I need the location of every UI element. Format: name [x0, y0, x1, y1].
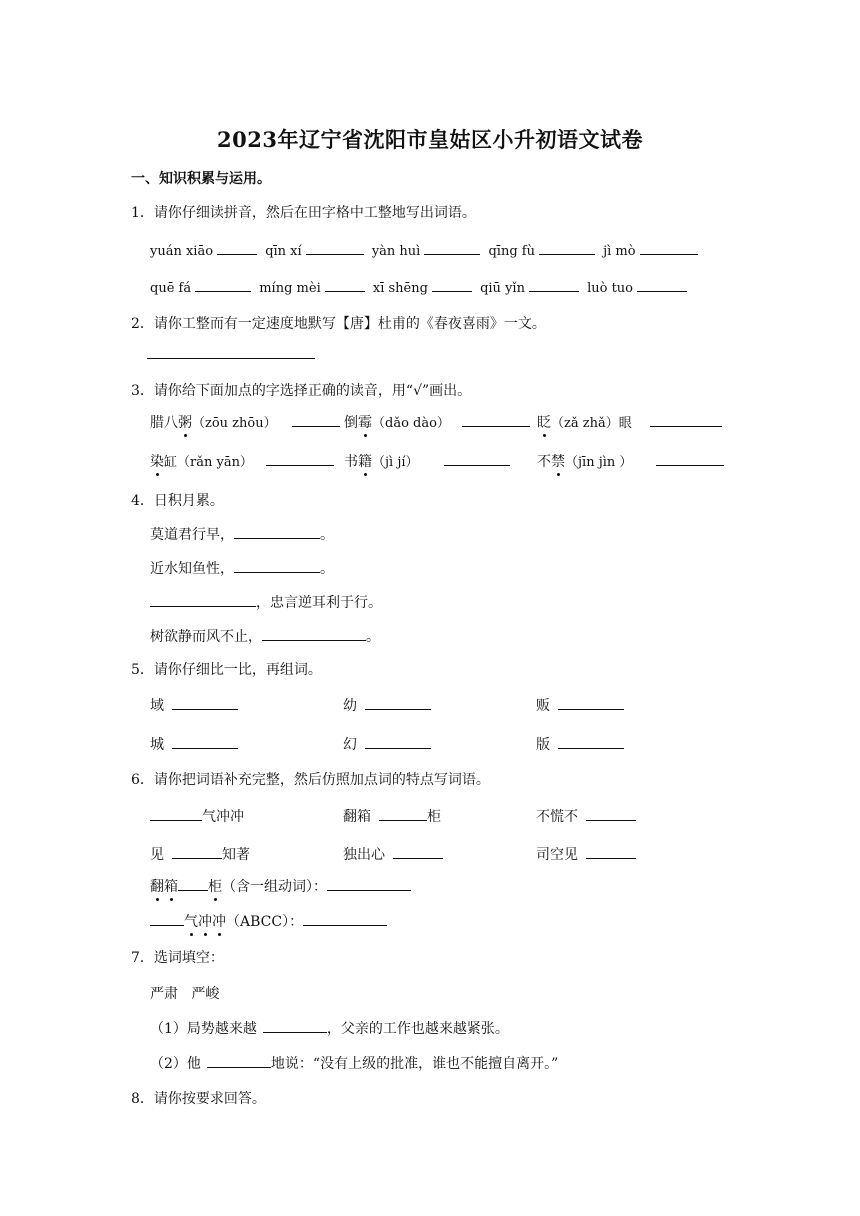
idiom-text: 司空见 — [536, 847, 578, 863]
answer-blank[interactable] — [558, 734, 624, 749]
q3-blank — [440, 451, 514, 470]
answer-blank[interactable] — [586, 844, 636, 859]
item-text: 腊八 — [150, 415, 178, 431]
char: 版 — [536, 737, 550, 753]
answer-blank[interactable] — [379, 806, 427, 821]
q3-item — [344, 451, 419, 471]
dotted-char: 粥 — [178, 412, 192, 432]
answer-blank[interactable] — [325, 277, 365, 292]
answer-blank[interactable] — [444, 451, 510, 466]
idiom-item — [536, 806, 640, 826]
dotted-char: 冲 — [198, 911, 212, 931]
answer-blank[interactable] — [432, 277, 472, 292]
dotted-char: 冲 — [212, 911, 226, 931]
pinyin: míng mèi — [259, 281, 321, 296]
item-pinyin: （dǎo dào） — [372, 416, 450, 431]
verse-line — [150, 626, 380, 646]
word-pair — [343, 695, 435, 715]
idiom-text: 柜 — [427, 809, 441, 825]
sentence-text: （2）他 — [150, 1056, 201, 1072]
answer-blank[interactable] — [234, 558, 320, 573]
page-title: 2023年辽宁省沈阳市皇姑区小升初语文试卷 — [217, 127, 643, 152]
idiom-item — [343, 806, 441, 826]
q3-blank — [262, 451, 338, 470]
word-choices: 严肃 严峻 — [150, 986, 220, 1002]
answer-blank[interactable] — [262, 626, 366, 641]
pinyin-row-1 — [150, 240, 702, 259]
pinyin: qīng fù — [488, 244, 535, 259]
answer-blank[interactable] — [306, 240, 364, 255]
dotted-char: 箱 — [164, 876, 178, 896]
word-pair — [343, 734, 435, 754]
item-text: 不 — [537, 454, 551, 470]
answer-blank[interactable] — [365, 734, 431, 749]
answer-blank[interactable] — [172, 734, 238, 749]
fill-sentence-2 — [150, 1053, 558, 1073]
punct: 。 — [366, 629, 380, 645]
answer-blank[interactable] — [656, 451, 724, 466]
q3-blank — [646, 412, 726, 431]
dotted-char: 禁 — [551, 451, 565, 471]
question-6-prompt: 6．请你把词语补充完整，然后仿照加点词的特点写词语。 — [131, 772, 490, 788]
verse-text: ，忠言逆耳利于行。 — [256, 595, 382, 611]
answer-blank[interactable] — [327, 876, 411, 891]
pinyin: quē fá — [150, 281, 192, 296]
char: 域 — [150, 698, 164, 714]
item-pinyin: （jì jí） — [372, 455, 419, 470]
idiom-text: 不慌不 — [536, 809, 578, 825]
answer-blank[interactable] — [539, 240, 595, 255]
sentence-text: 地说：“没有上级的批准，谁也不能擅自离开。” — [270, 1056, 559, 1072]
q3-item — [537, 451, 632, 471]
answer-blank[interactable] — [150, 911, 184, 926]
q3-blank — [288, 412, 344, 431]
word-pair — [150, 695, 242, 715]
imitate-line-1 — [150, 876, 411, 896]
q3-blank — [458, 412, 534, 431]
pinyin: yuán xiāo — [150, 244, 214, 259]
item-pinyin: （zōu zhōu） — [192, 416, 277, 431]
dotted-char: 籍 — [358, 451, 372, 471]
dotted-char: 翻 — [150, 876, 164, 896]
hint-text: （含一组动词）： — [222, 879, 327, 895]
q3-blank — [652, 451, 728, 470]
idiom-text: 气冲冲 — [202, 809, 244, 825]
pinyin: luò tuo — [587, 281, 633, 296]
question-7-prompt: 7．选词填空： — [131, 950, 224, 966]
answer-blank[interactable] — [150, 592, 256, 607]
idiom-text: 翻箱 — [343, 809, 371, 825]
verse-text: 近水知鱼性， — [150, 561, 234, 577]
punct: 。 — [320, 527, 334, 543]
question-2-prompt: 2．请你工整而有一定速度地默写【唐】杜甫的《春夜喜雨》一文。 — [131, 316, 546, 332]
dotted-char: 眨 — [537, 412, 551, 432]
answer-blank[interactable] — [150, 806, 202, 821]
punct: 。 — [320, 561, 334, 577]
dotted-char: 霉 — [358, 412, 372, 432]
question-3-prompt: 3．请你给下面加点的字选择正确的读音，用“√”画出。 — [131, 383, 472, 399]
idiom-item — [536, 844, 640, 864]
answer-blank[interactable] — [266, 451, 334, 466]
pinyin-row-2 — [150, 277, 691, 296]
pinyin: jì mò — [603, 244, 636, 259]
q3-item — [537, 412, 632, 432]
word-pair — [536, 695, 628, 715]
answer-blank[interactable] — [178, 876, 208, 891]
pinyin: xī shēng — [372, 281, 428, 296]
idiom-text: 知著 — [222, 847, 250, 863]
answer-blank[interactable] — [462, 412, 530, 427]
verse-line — [150, 592, 382, 612]
q3-item — [150, 451, 253, 471]
sentence-text: ，父亲的工作也越来越紧张。 — [326, 1021, 509, 1037]
item-pinyin: （zǎ zhǎ）眼 — [551, 416, 632, 431]
answer-blank[interactable] — [558, 695, 624, 710]
answer-blank[interactable] — [172, 844, 222, 859]
question-5-prompt: 5．请你仔细比一比，再组词。 — [131, 662, 322, 678]
answer-blank[interactable] — [650, 412, 722, 427]
answer-blank[interactable] — [207, 1053, 271, 1068]
q2-answer-line — [147, 344, 315, 363]
answer-blank[interactable] — [393, 844, 443, 859]
char: 城 — [150, 737, 164, 753]
pinyin: yàn huì — [371, 244, 421, 259]
answer-blank[interactable] — [217, 240, 257, 255]
pinyin: qiū yǐn — [480, 281, 525, 296]
question-4-prompt: 4．日积月累。 — [131, 493, 224, 509]
dotted-char: 染 — [150, 451, 164, 471]
word-pair — [150, 734, 242, 754]
answer-blank[interactable] — [234, 524, 320, 539]
item-text: 书 — [344, 454, 358, 470]
dotted-char: 气 — [184, 911, 198, 931]
question-1-prompt: 1．请你仔细读拼音，然后在田字格中工整地写出词语。 — [131, 205, 476, 221]
idiom-text: 见 — [150, 847, 164, 863]
pinyin: qīn xí — [265, 244, 302, 259]
imitate-line-2 — [150, 911, 387, 931]
item-pinyin: 缸（rǎn yān） — [164, 455, 253, 470]
hint-text: （ABCC）： — [226, 914, 304, 930]
answer-blank[interactable] — [195, 277, 251, 292]
verse-text: 莫道君行早， — [150, 527, 234, 543]
answer-blank[interactable] — [529, 277, 579, 292]
answer-blank[interactable] — [586, 806, 636, 821]
answer-blank[interactable] — [172, 695, 238, 710]
idiom-item — [150, 844, 250, 864]
answer-blank[interactable] — [637, 277, 687, 292]
sentence-text: （1）局势越来越 — [150, 1021, 257, 1037]
item-text: 倒 — [344, 415, 358, 431]
idiom-text: 独出心 — [343, 847, 385, 863]
answer-blank[interactable] — [365, 695, 431, 710]
question-8-prompt: 8．请你按要求回答。 — [131, 1091, 266, 1107]
section-heading: 一、知识积累与运用。 — [131, 171, 271, 187]
fill-sentence-1 — [150, 1018, 509, 1038]
answer-blank[interactable] — [263, 1018, 327, 1033]
answer-blank[interactable] — [640, 240, 698, 255]
idiom-item — [150, 806, 244, 826]
idiom-item — [343, 844, 447, 864]
char: 贩 — [536, 698, 550, 714]
word-pair — [536, 734, 628, 754]
answer-blank[interactable] — [292, 412, 340, 427]
answer-blank[interactable] — [303, 911, 387, 926]
char: 幼 — [343, 698, 357, 714]
verse-line — [150, 524, 334, 544]
q3-item — [344, 412, 450, 432]
char: 幻 — [343, 737, 357, 753]
answer-blank[interactable] — [424, 240, 480, 255]
verse-line — [150, 558, 334, 578]
q3-item — [150, 412, 277, 432]
verse-text: 树欲静而风不止， — [150, 629, 262, 645]
dotted-char: 柜 — [208, 876, 222, 896]
answer-blank[interactable] — [147, 344, 315, 359]
item-pinyin: （jīn jìn ） — [565, 455, 633, 470]
